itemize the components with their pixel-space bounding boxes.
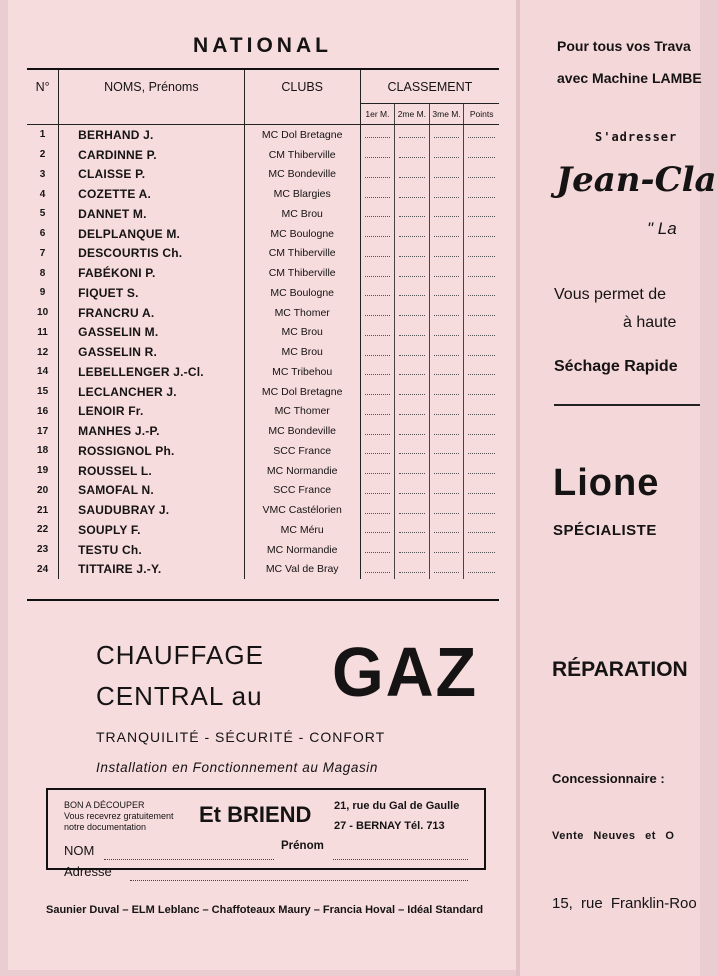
points-blank (464, 283, 499, 303)
rank-2me-blank (395, 382, 430, 402)
rank-2me-blank (395, 362, 430, 382)
rider-name: CARDINNE P. (59, 145, 244, 165)
right-line-3: S'adresser (595, 130, 678, 144)
table-row (27, 441, 499, 461)
col-header-no: N° (35, 79, 50, 94)
points-blank (464, 441, 499, 461)
rider-number: 2 (39, 149, 46, 161)
rank-2me-blank (395, 540, 430, 560)
rider-name: BERHAND J. (59, 125, 244, 145)
rank-1er-blank (360, 421, 394, 441)
page-title: NATIONAL (193, 34, 332, 57)
rider-number: 1 (39, 129, 46, 141)
rank-1er-blank (360, 342, 394, 362)
rank-1er-blank (360, 402, 394, 422)
rank-1er-blank (360, 283, 394, 303)
rider-number: 8 (39, 267, 46, 279)
rider-name: LECLANCHER J. (59, 382, 244, 402)
rider-number: 10 (37, 307, 49, 319)
rank-2me-blank (395, 421, 430, 441)
rider-club: MC Bondeville (244, 165, 360, 185)
rider-number: 3 (39, 168, 46, 180)
rider-club: MC Brou (244, 342, 360, 362)
rider-club: MC Bondeville (244, 421, 360, 441)
rider-number: 22 (37, 524, 49, 536)
right-line-11: RÉPARATION (552, 658, 688, 681)
rider-number: 21 (37, 504, 49, 516)
right-line-14: 15, rue Franklin-Roo (552, 895, 697, 912)
table-row (27, 342, 499, 362)
rank-3me-blank (429, 481, 464, 501)
rank-1er-blank (360, 145, 394, 165)
rider-number: 23 (37, 544, 49, 556)
table-row (27, 125, 499, 145)
rank-2me-blank (395, 323, 430, 343)
rider-name: GASSELIN R. (59, 342, 244, 362)
rank-2me-blank (395, 145, 430, 165)
ad-chauffage-line2: CENTRAL au (96, 681, 263, 711)
rank-1er-blank (360, 461, 394, 481)
rider-club: MC Thomer (244, 402, 360, 422)
rank-3me-blank (429, 362, 464, 382)
right-line-4: Jean-Cla (556, 160, 717, 200)
rider-club: MC Blargies (244, 184, 360, 204)
rider-number: 17 (37, 425, 49, 437)
rider-name: DESCOURTIS Ch. (59, 244, 244, 264)
rank-1er-blank (360, 125, 394, 145)
points-blank (464, 145, 499, 165)
points-blank (464, 481, 499, 501)
rank-3me-blank (429, 342, 464, 362)
rider-number: 5 (39, 208, 46, 220)
rider-name: FABÉKONI P. (59, 263, 244, 283)
rank-3me-blank (429, 263, 464, 283)
col-sub-points: Points (464, 104, 499, 125)
rank-1er-blank (360, 165, 394, 185)
rider-number: 15 (37, 386, 49, 398)
table-row (27, 244, 499, 264)
rider-club: MC Boulogne (244, 283, 360, 303)
coupon-address-line2: 27 - BERNAY Tél. 713 (334, 820, 445, 832)
right-line-13: Vente Neuves et O (552, 830, 675, 842)
rank-1er-blank (360, 323, 394, 343)
points-blank (464, 263, 499, 283)
table-row (27, 323, 499, 343)
rider-club: CM Thiberville (244, 244, 360, 264)
table-row (27, 165, 499, 185)
right-line-1: Pour tous vos Trava (557, 38, 691, 54)
rank-2me-blank (395, 560, 430, 580)
rider-number: 24 (37, 563, 49, 575)
ad-tagline: TRANQUILITÉ - SÉCURITÉ - CONFORT (96, 729, 386, 745)
results-table (27, 70, 499, 579)
rider-number: 14 (37, 366, 49, 378)
coupon-bon: BON A DÉCOUPER (64, 800, 145, 810)
rider-name: SOUPLY F. (59, 520, 244, 540)
table-row (27, 303, 499, 323)
right-line-2: avec Machine LAMBE (557, 70, 702, 86)
points-blank (464, 362, 499, 382)
rider-number: 18 (37, 445, 49, 457)
rank-1er-blank (360, 244, 394, 264)
right-line-5: " La (647, 219, 677, 238)
rank-2me-blank (395, 342, 430, 362)
rank-1er-blank (360, 204, 394, 224)
rank-1er-blank (360, 500, 394, 520)
rank-3me-blank (429, 303, 464, 323)
right-line-9: Lione (553, 462, 660, 504)
col-header-classement: CLASSEMENT (360, 70, 499, 104)
coupon-address-line1: 21, rue du Gal de Gaulle (334, 800, 460, 812)
rider-name: LENOIR Fr. (59, 402, 244, 422)
rider-number: 12 (37, 346, 49, 358)
rank-1er-blank (360, 520, 394, 540)
right-line-10: SPÉCIALISTE (553, 522, 657, 539)
rank-3me-blank (429, 283, 464, 303)
rider-number: 4 (39, 188, 46, 200)
table-bottom-rule (27, 599, 499, 601)
rider-club: MC Méru (244, 520, 360, 540)
rider-club: SCC France (244, 441, 360, 461)
rank-2me-blank (395, 402, 430, 422)
rank-2me-blank (395, 520, 430, 540)
coupon-bon-line3: notre documentation (64, 822, 147, 832)
right-line-8: Séchage Rapide (554, 358, 678, 375)
rider-name: MANHES J.-P. (59, 421, 244, 441)
coupon-nom-field[interactable] (104, 858, 274, 860)
rider-club: CM Thiberville (244, 263, 360, 283)
table-row (27, 520, 499, 540)
rank-2me-blank (395, 461, 430, 481)
rider-club: SCC France (244, 481, 360, 501)
rider-club: MC Normandie (244, 540, 360, 560)
coupon-adresse-label: Adresse (64, 864, 112, 879)
rider-number: 7 (39, 247, 46, 259)
rider-number: 16 (37, 405, 49, 417)
rider-number: 11 (37, 326, 48, 338)
rider-number: 9 (39, 287, 46, 299)
coupon-nom-label: NOM (64, 843, 95, 858)
rider-number: 6 (39, 228, 46, 240)
rank-3me-blank (429, 461, 464, 481)
points-blank (464, 323, 499, 343)
rank-3me-blank (429, 441, 464, 461)
rider-name: TITTAIRE J.-Y. (59, 560, 244, 580)
rank-2me-blank (395, 303, 430, 323)
rank-3me-blank (429, 421, 464, 441)
rider-name: CLAISSE P. (59, 165, 244, 185)
coupon-box (46, 788, 486, 879)
table-row (27, 263, 499, 283)
rank-2me-blank (395, 244, 430, 264)
rider-club: MC Dol Bretagne (244, 125, 360, 145)
rank-2me-blank (395, 481, 430, 501)
table-row (27, 540, 499, 560)
rider-club: MC Brou (244, 323, 360, 343)
rank-1er-blank (360, 362, 394, 382)
rider-name: SAMOFAL N. (59, 481, 244, 501)
rider-name: TESTU Ch. (59, 540, 244, 560)
coupon-bon-line2: Vous recevrez gratuitement (64, 811, 174, 821)
rank-2me-blank (395, 224, 430, 244)
rank-3me-blank (429, 204, 464, 224)
ad-brands: Saunier Duval – ELM Leblanc – Chaffoteaux Maury – Francia Hoval – Idéal Standard (46, 904, 484, 916)
points-blank (464, 184, 499, 204)
rank-1er-blank (360, 303, 394, 323)
rank-3me-blank (429, 244, 464, 264)
rider-club: MC Dol Bretagne (244, 382, 360, 402)
points-blank (464, 421, 499, 441)
rank-3me-blank (429, 184, 464, 204)
coupon-prenom-field[interactable] (333, 858, 468, 860)
rider-name: DANNET M. (59, 204, 244, 224)
rank-2me-blank (395, 184, 430, 204)
rank-1er-blank (360, 560, 394, 580)
col-header-names: NOMS, Prénoms (59, 70, 244, 104)
rider-club: VMC Castélorien (244, 500, 360, 520)
rider-name: GASSELIN M. (59, 323, 244, 343)
rider-name: ROUSSEL L. (59, 461, 244, 481)
points-blank (464, 204, 499, 224)
table-row (27, 204, 499, 224)
table-row (27, 461, 499, 481)
table-row (27, 481, 499, 501)
points-blank (464, 224, 499, 244)
points-blank (464, 342, 499, 362)
rank-1er-blank (360, 540, 394, 560)
rider-club: MC Tribehou (244, 362, 360, 382)
table-row (27, 500, 499, 520)
rider-name: DELPLANQUE M. (59, 224, 244, 244)
col-sub-3me: 3me M. (429, 104, 464, 125)
rank-3me-blank (429, 402, 464, 422)
rider-name: COZETTE A. (59, 184, 244, 204)
rank-2me-blank (395, 204, 430, 224)
right-line-6: Vous permet de (554, 286, 667, 303)
points-blank (464, 461, 499, 481)
rank-1er-blank (360, 263, 394, 283)
points-blank (464, 540, 499, 560)
rank-3me-blank (429, 500, 464, 520)
rank-1er-blank (360, 184, 394, 204)
ad-installation: Installation en Fonctionnement au Magasin (96, 760, 379, 775)
points-blank (464, 382, 499, 402)
table-row (27, 421, 499, 441)
points-blank (464, 520, 499, 540)
coupon-company: Et BRIEND (199, 802, 312, 827)
rider-name: ROSSIGNOL Ph. (59, 441, 244, 461)
rank-2me-blank (395, 283, 430, 303)
rank-2me-blank (395, 165, 430, 185)
table-row (27, 184, 499, 204)
rider-name: FIQUET S. (59, 283, 244, 303)
rider-club: MC Brou (244, 204, 360, 224)
coupon-instructions (64, 800, 174, 833)
coupon-address (334, 796, 459, 836)
rider-club: MC Normandie (244, 461, 360, 481)
rank-3me-blank (429, 165, 464, 185)
table-row (27, 362, 499, 382)
table-row (27, 382, 499, 402)
points-blank (464, 500, 499, 520)
rider-club: MC Boulogne (244, 224, 360, 244)
rider-number: 19 (37, 465, 49, 477)
right-line-12: Concessionnaire : (552, 771, 665, 786)
col-sub-1er: 1er M. (360, 104, 394, 125)
rank-3me-blank (429, 540, 464, 560)
rider-name: FRANCRU A. (59, 303, 244, 323)
points-blank (464, 165, 499, 185)
table-row (27, 224, 499, 244)
rider-club: CM Thiberville (244, 145, 360, 165)
points-blank (464, 402, 499, 422)
rank-1er-blank (360, 441, 394, 461)
rider-name: LEBELLENGER J.-Cl. (59, 362, 244, 382)
ad-chauffage-line1: CHAUFFAGE (96, 640, 264, 670)
rank-1er-blank (360, 382, 394, 402)
rider-number: 20 (37, 484, 49, 496)
rank-2me-blank (395, 500, 430, 520)
coupon-adresse-field[interactable] (130, 879, 468, 881)
points-blank (464, 303, 499, 323)
rank-3me-blank (429, 145, 464, 165)
rank-3me-blank (429, 560, 464, 580)
rank-1er-blank (360, 481, 394, 501)
table-row (27, 145, 499, 165)
rider-name: SAUDUBRAY J. (59, 500, 244, 520)
ad-gaz-logo: GAZ (332, 633, 479, 711)
rank-2me-blank (395, 441, 430, 461)
rider-club: MC Thomer (244, 303, 360, 323)
table-row (27, 560, 499, 580)
rank-3me-blank (429, 125, 464, 145)
rank-2me-blank (395, 263, 430, 283)
right-divider (554, 404, 700, 406)
rank-3me-blank (429, 382, 464, 402)
rank-2me-blank (395, 125, 430, 145)
table-row (27, 283, 499, 303)
rank-3me-blank (429, 520, 464, 540)
col-header-clubs: CLUBS (244, 70, 360, 104)
rank-3me-blank (429, 224, 464, 244)
points-blank (464, 125, 499, 145)
rank-1er-blank (360, 224, 394, 244)
coupon-prenom-label: Prénom (281, 840, 324, 852)
right-line-7: à haute (623, 314, 677, 331)
table-row (27, 402, 499, 422)
points-blank (464, 560, 499, 580)
points-blank (464, 244, 499, 264)
col-sub-2me: 2me M. (395, 104, 430, 125)
rank-3me-blank (429, 323, 464, 343)
rider-club: MC Val de Bray (244, 560, 360, 580)
